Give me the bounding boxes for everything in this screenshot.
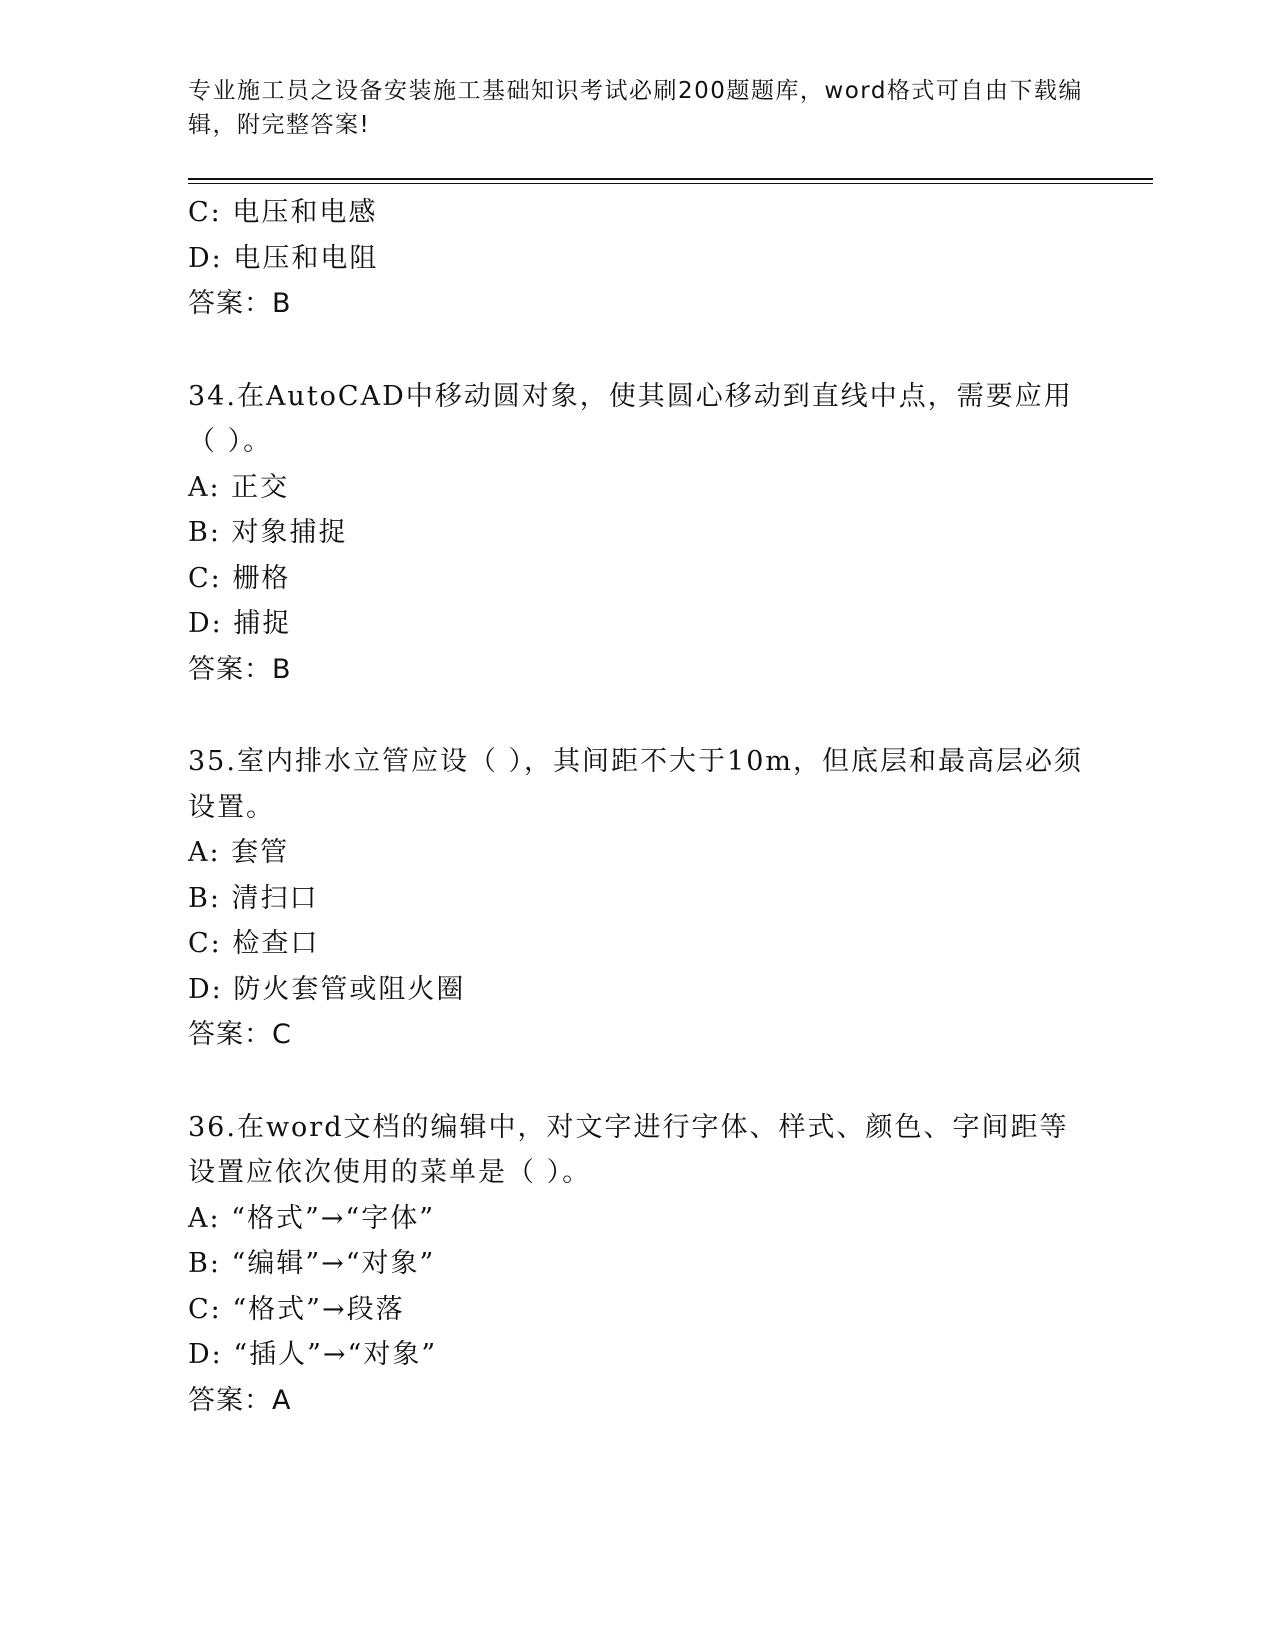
option-c: C: 检查口 xyxy=(188,928,320,959)
carryover-question xyxy=(188,190,1088,327)
option-c: C: 栅格 xyxy=(188,562,291,594)
option-d: D: “插人”→“对象” xyxy=(188,1339,438,1370)
question-36 xyxy=(188,1105,1088,1424)
option-b: B: “编辑”→“对象” xyxy=(188,1248,436,1279)
answer-line: 答案：C xyxy=(188,1019,292,1050)
document-body xyxy=(188,190,1088,1423)
option-c: C: 电压和电感 xyxy=(188,197,378,228)
spacer xyxy=(188,327,1088,374)
answer-line: 答案：B xyxy=(188,653,292,685)
question-35 xyxy=(188,739,1088,1058)
option-d: D: 捕捉 xyxy=(188,608,292,639)
document-header: 专业施工员之设备安装施工基础知识考试必刷200题题库，word格式可自由下载编辑，附完整答案! xyxy=(188,78,1083,138)
question-text: 36.在word文档的编辑中，对文字进行字体、样式、颜色、字间距等设置应依次使用的菜单是（ ）。 xyxy=(188,1111,1069,1188)
option-a: A: “格式”→“字体” xyxy=(188,1202,436,1234)
question-34 xyxy=(188,374,1088,693)
answer-line: 答案：A xyxy=(188,1384,292,1416)
header-divider-thin xyxy=(188,183,1153,184)
option-d: D: 电压和电阻 xyxy=(188,242,379,274)
answer-line: 答案：B xyxy=(188,288,292,319)
spacer xyxy=(188,1058,1088,1105)
question-text: 34.在AutoCAD中移动圆对象，使其圆心移动到直线中点，需要应用（ ）。 xyxy=(188,380,1073,457)
option-b: B: 对象捕捉 xyxy=(188,517,348,548)
option-a: A: 正交 xyxy=(188,471,290,503)
option-c: C: “格式”→段落 xyxy=(188,1293,405,1325)
spacer xyxy=(188,692,1088,739)
header-divider-thick xyxy=(188,178,1153,180)
option-d: D: 防火套管或阻火圈 xyxy=(188,973,466,1005)
option-a: A: 套管 xyxy=(188,837,290,868)
question-text: 35.室内排水立管应设（ ），其间距不大于10m，但底层和最高层必须设置。 xyxy=(188,746,1083,823)
option-b: B: 清扫口 xyxy=(188,882,319,914)
